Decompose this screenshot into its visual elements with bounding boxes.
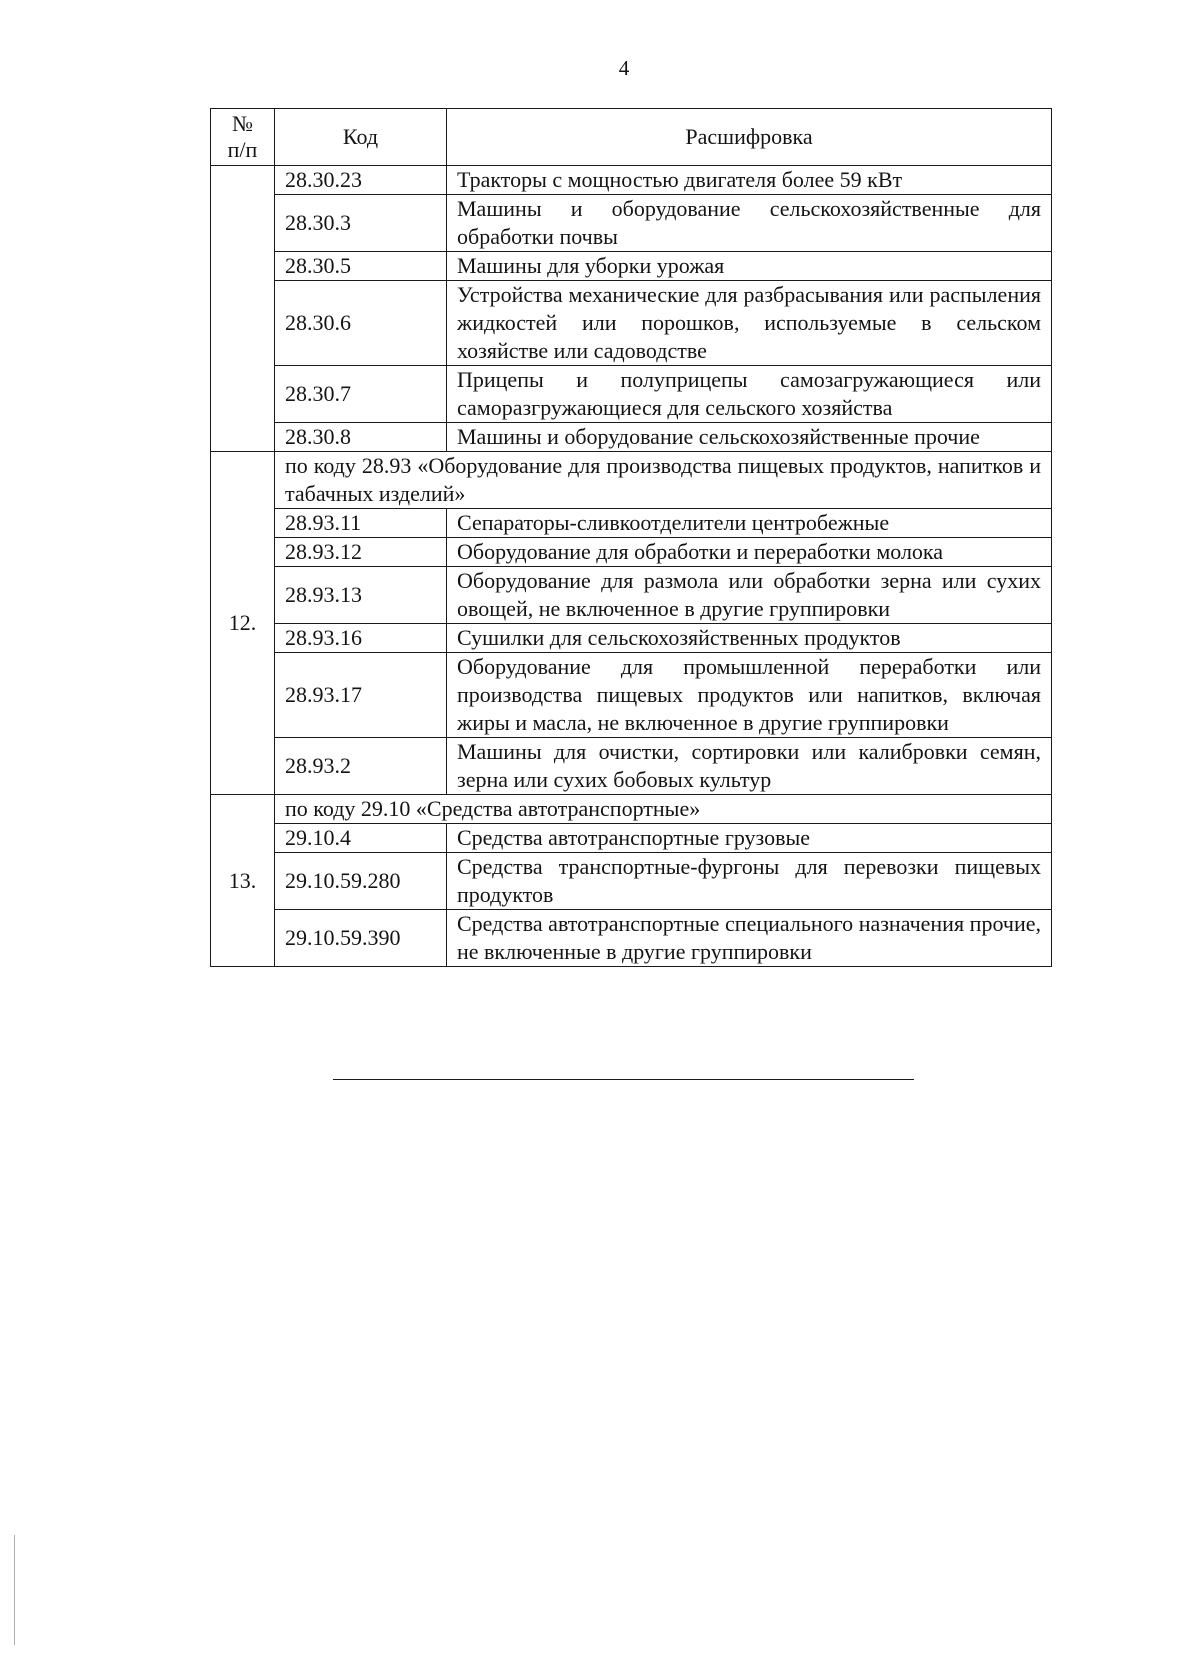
scan-margin-mark bbox=[14, 1535, 15, 1645]
table-header-row bbox=[211, 109, 1052, 166]
description-cell: Средства автотранспортные специального назначения прочие, не включенные в другие группировки bbox=[447, 910, 1052, 967]
section-heading: по коду 28.93 «Оборудование для производства пищевых продуктов, напитков и табачных изделий» bbox=[275, 452, 1052, 509]
table-row bbox=[211, 624, 1052, 653]
description-cell: Прицепы и полуприцепы самозагружающиеся или саморазгружающиеся для сельского хозяйства bbox=[447, 366, 1052, 423]
section-heading: по коду 29.10 «Средства автотранспортные» bbox=[275, 795, 1052, 824]
table-row bbox=[211, 423, 1052, 452]
header-num bbox=[211, 109, 275, 166]
section-row bbox=[211, 795, 1052, 824]
code-cell: 28.30.3 bbox=[275, 195, 447, 252]
table-row bbox=[211, 738, 1052, 795]
description-cell: Оборудование для промышленной переработки или производства пищевых продуктов или напитков, включая жиры и масла, не включенное в другие группировки bbox=[447, 653, 1052, 738]
code-cell: 28.30.8 bbox=[275, 423, 447, 452]
page-number: 4 bbox=[618, 56, 630, 80]
table-row bbox=[211, 166, 1052, 195]
description-cell: Машины и оборудование сельскохозяйственные прочие bbox=[447, 423, 1052, 452]
code-cell: 29.10.4 bbox=[275, 824, 447, 853]
code-cell: 28.93.12 bbox=[275, 538, 447, 567]
code-cell: 28.93.2 bbox=[275, 738, 447, 795]
table-row bbox=[211, 281, 1052, 366]
footer-rule bbox=[333, 1079, 914, 1080]
table-row bbox=[211, 853, 1052, 910]
description-cell: Оборудование для обработки и переработки молока bbox=[447, 538, 1052, 567]
description-cell: Сепараторы-сливкоотделители центробежные bbox=[447, 509, 1052, 538]
description-cell: Машины и оборудование сельскохозяйственные для обработки почвы bbox=[447, 195, 1052, 252]
code-cell: 28.93.17 bbox=[275, 653, 447, 738]
code-cell: 28.93.11 bbox=[275, 509, 447, 538]
description-cell: Машины для очистки, сортировки или калибровки семян, зерна или сухих бобовых культур bbox=[447, 738, 1052, 795]
row-number: 12. bbox=[211, 452, 275, 795]
row-number: 13. bbox=[211, 795, 275, 967]
description-cell: Сушилки для сельскохозяйственных продуктов bbox=[447, 624, 1052, 653]
code-cell: 28.30.6 bbox=[275, 281, 447, 366]
code-cell: 28.30.7 bbox=[275, 366, 447, 423]
table-row bbox=[211, 538, 1052, 567]
table-row bbox=[211, 509, 1052, 538]
code-cell: 29.10.59.280 bbox=[275, 853, 447, 910]
section-row bbox=[211, 452, 1052, 509]
header-code: Код bbox=[275, 109, 447, 166]
table-row bbox=[211, 366, 1052, 423]
code-cell: 28.93.16 bbox=[275, 624, 447, 653]
table-row bbox=[211, 567, 1052, 624]
header-num-line-2: п/п bbox=[227, 137, 258, 162]
table-row bbox=[211, 195, 1052, 252]
description-cell: Средства транспортные-фургоны для перевозки пищевых продуктов bbox=[447, 853, 1052, 910]
description-cell: Оборудование для размола или обработки зерна или сухих овощей, не включенное в другие группировки bbox=[447, 567, 1052, 624]
description-cell: Машины для уборки урожая bbox=[447, 252, 1052, 281]
description-cell: Средства автотранспортные грузовые bbox=[447, 824, 1052, 853]
table-row bbox=[211, 252, 1052, 281]
row-number bbox=[211, 166, 275, 452]
code-cell: 28.30.5 bbox=[275, 252, 447, 281]
header-description: Расшифровка bbox=[447, 109, 1052, 166]
header-num-line-1: № bbox=[232, 111, 253, 136]
table-row bbox=[211, 824, 1052, 853]
classification-table bbox=[210, 108, 1052, 967]
table-row bbox=[211, 653, 1052, 738]
table-row bbox=[211, 910, 1052, 967]
code-cell: 28.30.23 bbox=[275, 166, 447, 195]
description-cell: Устройства механические для разбрасывания или распыления жидкостей или порошков, используемые в сельском хозяйстве или садоводстве bbox=[447, 281, 1052, 366]
code-cell: 28.93.13 bbox=[275, 567, 447, 624]
code-cell: 29.10.59.390 bbox=[275, 910, 447, 967]
description-cell: Тракторы с мощностью двигателя более 59 кВт bbox=[447, 166, 1052, 195]
